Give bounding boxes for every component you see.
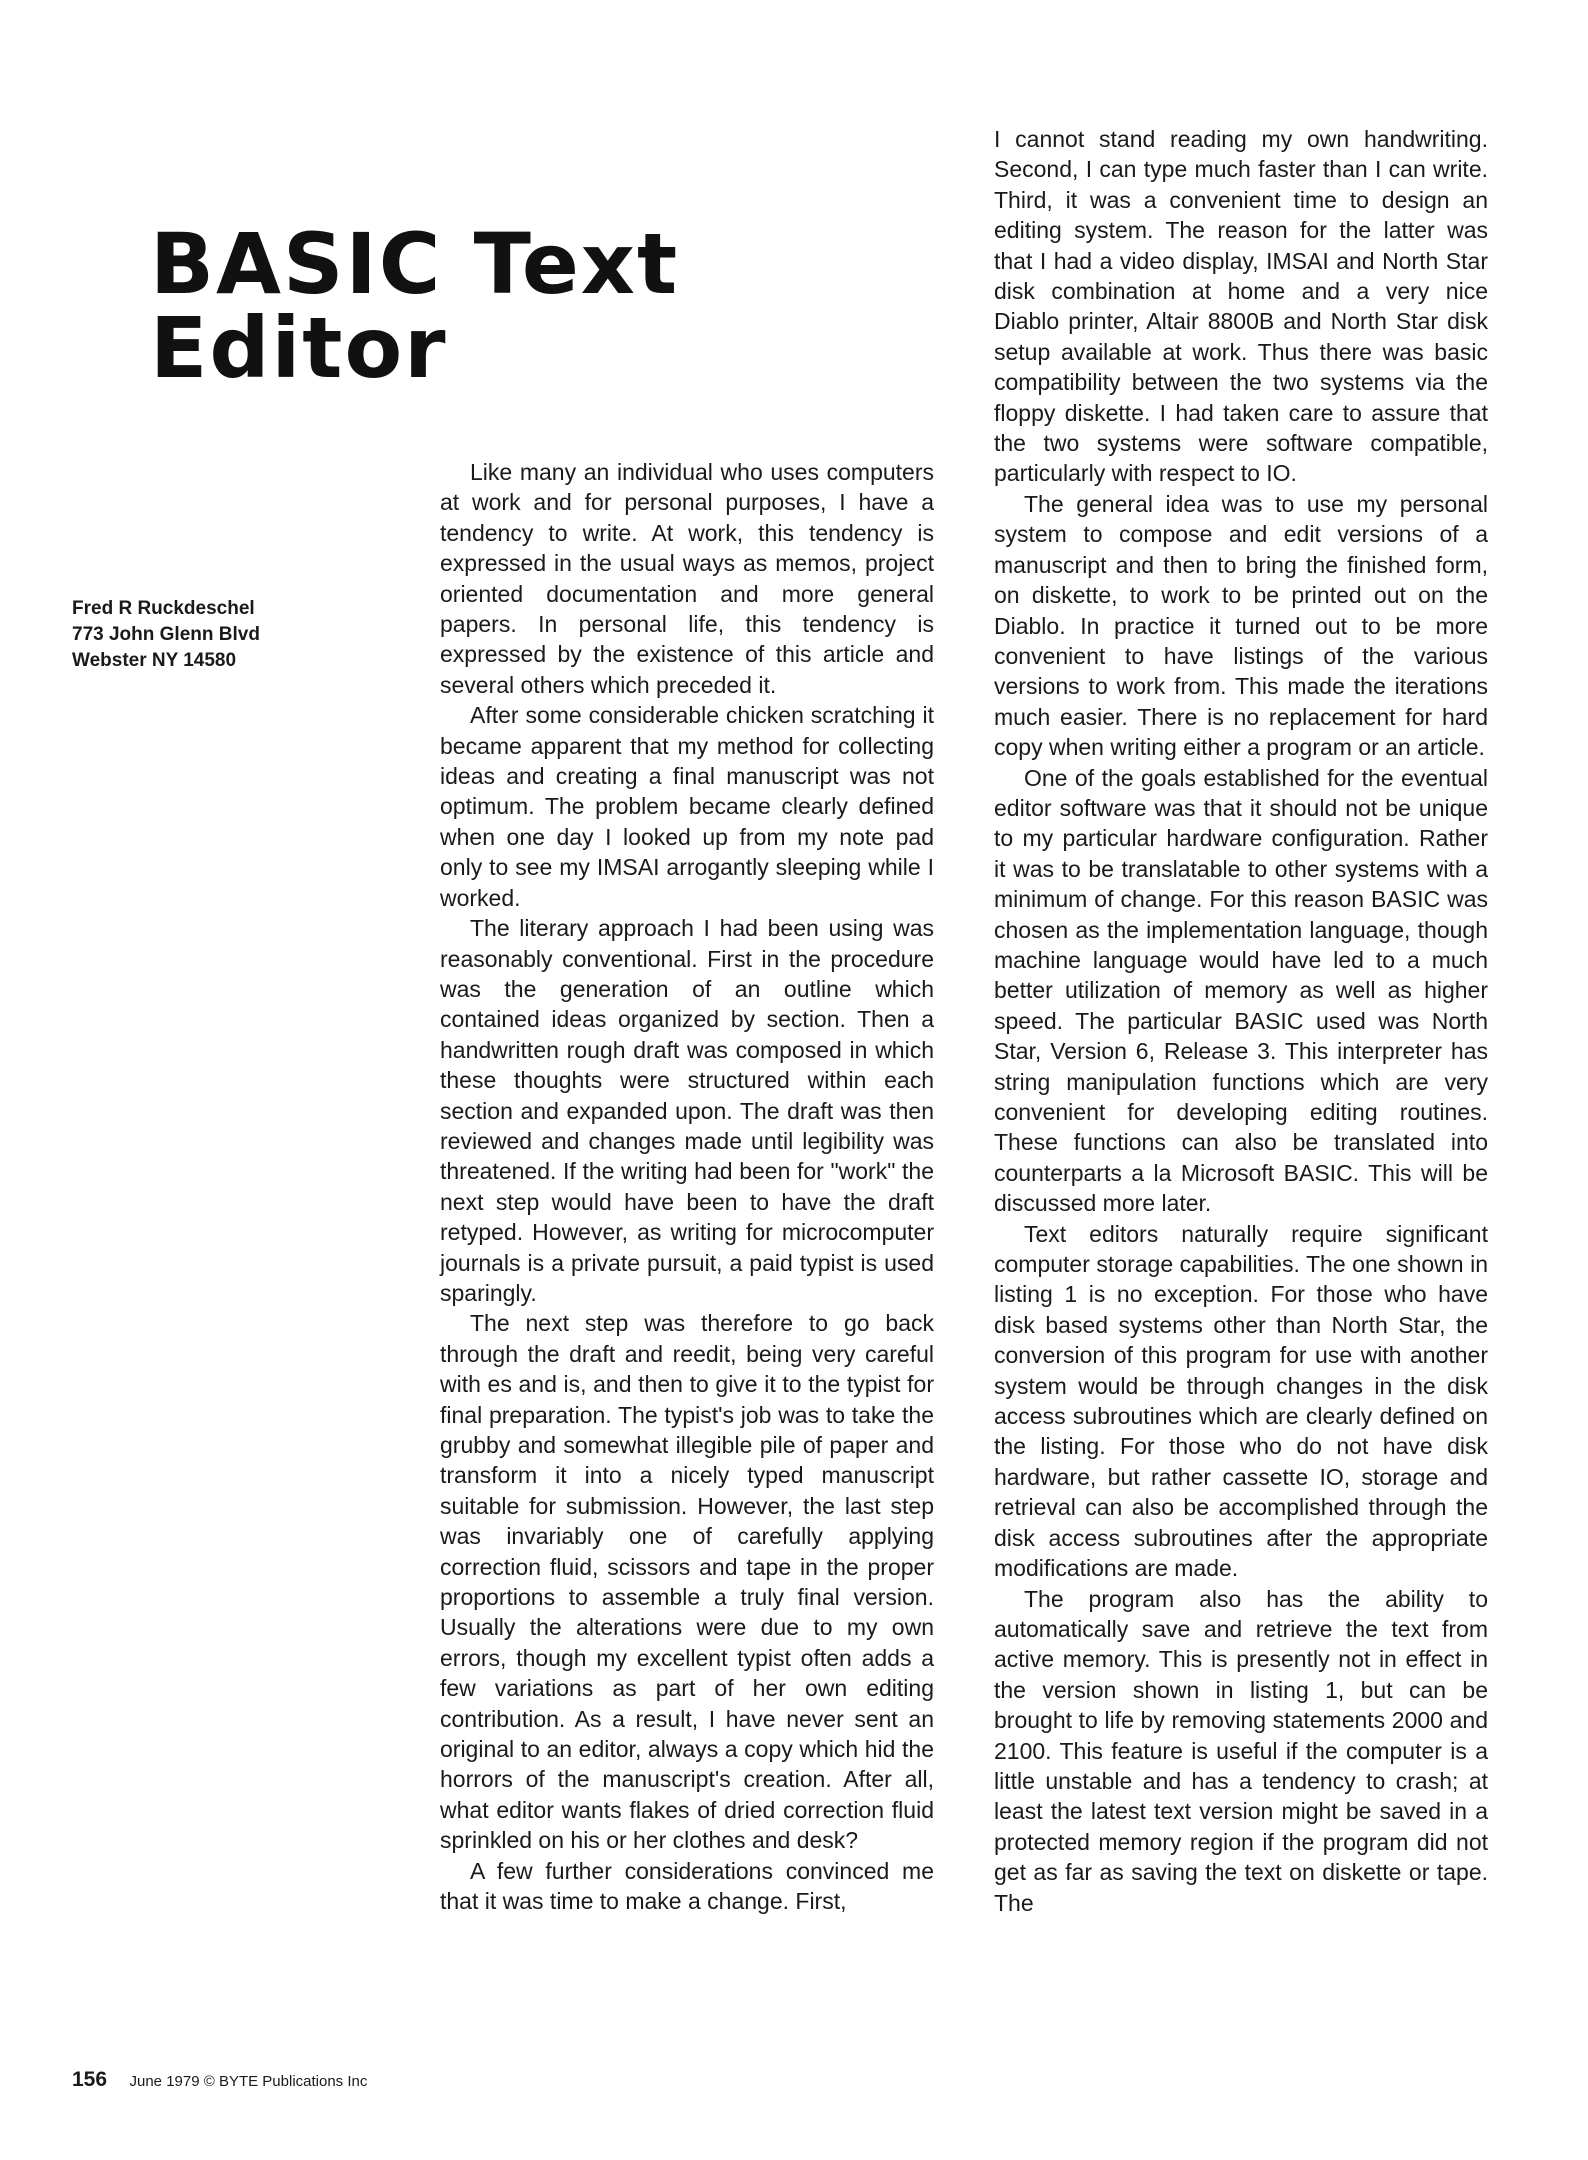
paragraph-continuation: I cannot stand reading my own handwriting. Second, I can type much faster than I can write. Third, it was a convenient time to design an editing system. The reason for the latter was that I had a video display, IMSAI and North Star disk combination at home and a very nice Diablo printer, Altair 8800B and North Star disk setup available at work. Thus there was basic compatibility between the two systems via the floppy diskette. I had taken care to assure that the two systems were software compatible, particularly with respect to IO. xyxy=(994,126,1488,487)
paragraph: The next step was therefore to go back through the draft and reedit, being very careful with es and is, and then to give it to the typist for final preparation. The typist's job was to take the grubby and somewhat illegible pile of paper and transform it into a nicely typed manuscript suitable for submission. However, the last step was invariably one of carefully applying correction fluid, scissors and tape in the proper proportions to assemble a truly final version. Usually the alterations were due to my own errors, though my excellent typist often adds a few variations as part of her own editing contribution. As a result, I have never sent an original to an editor, always a copy which hid the horrors of the manuscript's creation. After all, what editor wants flakes of dried correction fluid sprinkled on his or her clothes and desk? xyxy=(440,1310,934,1854)
paragraph: The literary approach I had been using was reasonably conventional. First in the procedure was the generation of an outline which contained ideas organized by section. Then a handwritten rough draft was composed in which these thoughts were structured within each section and expanded upon. The draft was then reviewed and changes made until legibility was threatened. If the writing had been for "work" the next step would have been to have the draft retyped. However, as writing for microcomputer journals is a private pursuit, a paid typist is used sparingly. xyxy=(440,915,934,1306)
body-column-1 xyxy=(440,457,934,1917)
paragraph: A few further considerations convinced me that it was time to make a change. First, xyxy=(440,1857,934,1915)
author-city: Webster NY 14580 xyxy=(72,650,237,671)
paragraph: The program also has the ability to automatically save and retrieve the text from active memory. This is presently not in effect in the version shown in listing 1, but can be brought to life by removing statements 2000 and 2100. This feature is useful if the computer is a little unstable and has a tendency to crash; at least the latest text version might be saved in a protected memory region if the program did not get as far as saving the text on diskette or tape. The xyxy=(994,1585,1488,1916)
paragraph: Like many an individual who uses computers at work and for personal purposes, I have a tendency to write. At work, this tendency is expressed in the usual ways as memos, project oriented documentation and more general papers. In personal life, this tendency is expressed by the existence of this article and several others which preceded it. xyxy=(440,459,934,698)
paragraph: Text editors naturally require significant computer storage capabilities. The one shown in listing 1 is no exception. For those who have disk based systems other than North Star, the conversion of this program for use with another system would be through changes in the disk access subroutines which are clearly defined on the listing. For those who do not have disk hardware, but rather cassette IO, storage and retrieval can also be accomplished through the disk access subroutines after the appropriate modifications are made. xyxy=(994,1220,1488,1582)
author-name: Fred R Ruckdeschel xyxy=(72,598,255,619)
paragraph: One of the goals established for the eventual editor software was that it should not be unique to my particular hardware configuration. Rather it was to be translatable to other systems with a minimum of change. For this reason BASIC was chosen as the implementation language, though machine language would have led to a much better utilization of memory as well as higher speed. The particular BASIC used was North Star, Version 6, Release 3. This interpreter has string manipulation functions which are very convenient for developing editing routines. These functions can also be translated into counterparts a la Microsoft BASIC. This will be discussed more later. xyxy=(994,764,1488,1217)
page-footer xyxy=(72,2068,367,2092)
body-column-2 xyxy=(994,124,1488,1918)
author-block xyxy=(72,596,332,674)
paragraph: After some considerable chicken scratching it became apparent that my method for collecting ideas and creating a final manuscript was not optimum. The problem became clearly defined when one day I looked up from my note pad only to see my IMSAI arrogantly sleeping while I worked. xyxy=(440,702,934,911)
publication-line: June 1979 © BYTE Publications Inc xyxy=(129,2073,368,2090)
page-number: 156 xyxy=(72,2068,108,2091)
article-title: BASIC Text Editor xyxy=(150,215,680,397)
paragraph: The general idea was to use my personal system to compose and edit versions of a manuscript and then to bring the finished form, on diskette, to work to be printed out on the Diablo. In practice it turned out to be more convenient to have listings of the various versions to work from. This made the iterations much easier. There is no replacement for hard copy when writing either a program or an article. xyxy=(994,490,1488,761)
author-street: 773 John Glenn Blvd xyxy=(72,624,260,645)
